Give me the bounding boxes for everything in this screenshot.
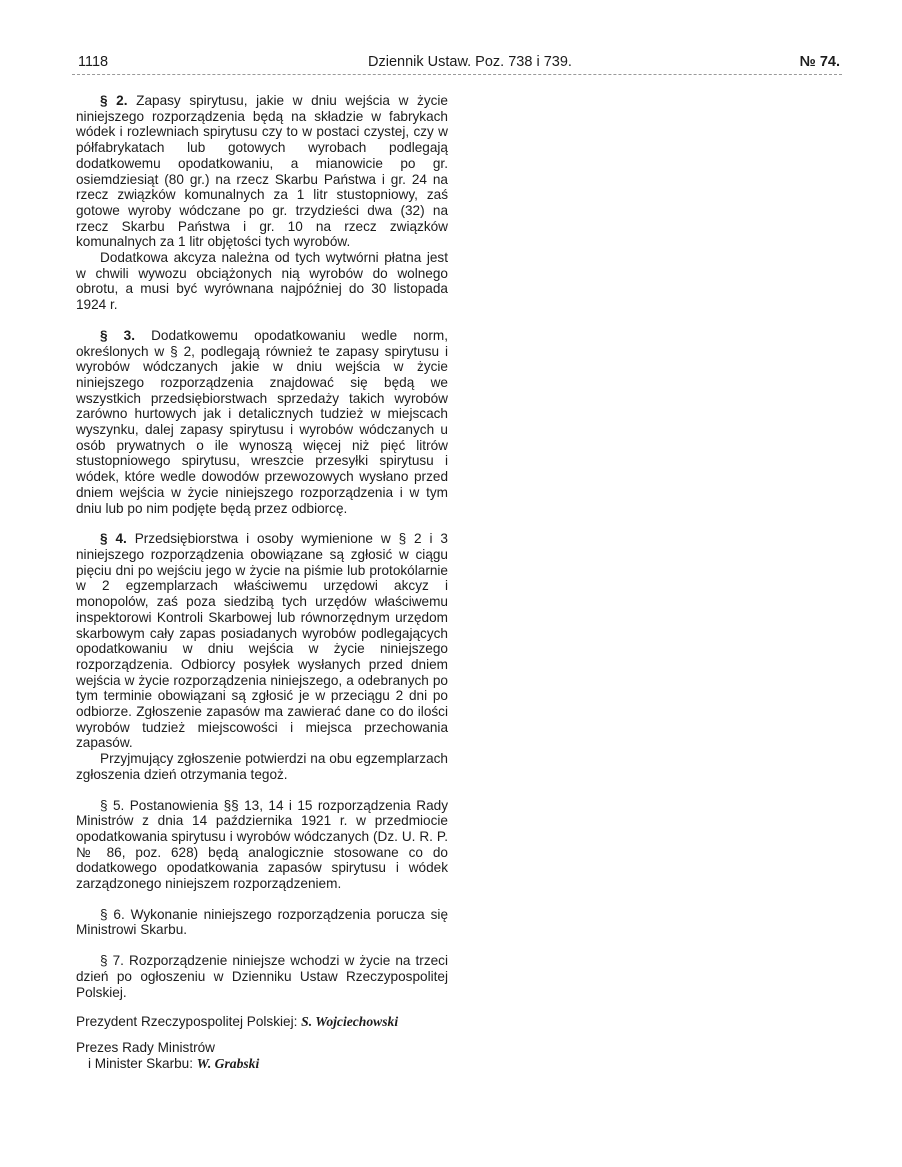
section-2-paragraph: [76, 93, 448, 250]
section-text: Przedsiębiorstwa i osoby wymienione w § 2 i 3 niniejszego rozporządzenia obowiązane są zgłosić w ciągu pięciu dni po wejściu jego w życie na piśmie lub protokólarnie w 2 egzemplarzach właściwemu urzędowi akcyz i monopolów, zaś poza siedzibą tych urzędów właściwemu inspektorowi Kontroli Skarbowej lub równorzędnym urzędom skarbowym cały zapas posiadanych wyrobów podlegających opodatkowaniu w dniu wejścia w życie niniejszego rozporządzenia. Odbiorcy posyłek wysłanych przed dniem wejścia w życie rozporządzenia niniejszego, a odebranych po tym terminie obowiązani są zgłosić je w przeciągu 2 dni po odbiorze. Zgłoszenie zapasów ma zawierać dane co do ilości wyrobów tudzież miejscowości i miejsca przechowania zapasów.: [76, 531, 448, 751]
section-4-paragraph: [76, 531, 448, 751]
section-text: Zapasy spirytusu, jakie w dniu wejścia w życie niniejszego rozporządzenia będą na składzie w fabrykach wódek i rozlewniach spirytusu czy to w postaci czystej, czy w półfabrykatach lub gotowych wyrobach podlegają dodatkowemu opodatkowaniu, a mianowicie po gr. osiemdziesiąt (80 gr.) na rzecz Skarbu Państwa i gr. 24 na rzecz związków komunalnych za 1 litr stustopniowy, zaś gotowe wyroby wódczane po gr. trzydzieści dwa (32) na rzecz Skarbu Państwa i gr. 10 na rzecz związków komunalnych za 1 litr objętości tych wyrobów.: [76, 93, 448, 250]
journal-title: Dziennik Ustaw. Poz. 738 i 739.: [368, 54, 572, 70]
section-3-paragraph: [76, 328, 448, 516]
section-text: Rozporządzenie niniejsze wchodzi w życie na trzeci dzień po ogłoszeniu w Dzienniku Ustaw Rzeczypospolitej Polskiej.: [76, 953, 448, 1000]
issue-number: № 74.: [799, 54, 840, 70]
premier-title-line2-wrap: [76, 1056, 448, 1072]
section-7-paragraph: [76, 953, 448, 1000]
page-header: [68, 54, 840, 72]
premier-title-line1: Prezes Rady Ministrów: [76, 1039, 215, 1055]
section-4-continuation: [76, 751, 448, 782]
section-text: Wykonanie niniejszego rozporządzenia porucza się Ministrowi Skarbu.: [76, 906, 449, 938]
document-body: [76, 93, 448, 1071]
section-mark: § 2.: [100, 93, 128, 108]
president-name: S. Wojciechowski: [301, 1014, 399, 1030]
section-5-paragraph: [76, 798, 448, 892]
page-number: 1118: [78, 54, 109, 70]
premier-title-line2: i Minister Skarbu:: [88, 1055, 194, 1071]
section-text: Dodatkowa akcyza należna od tych wytwórni płatna jest w chwili wywozu obciążonych nią wyrobów do wolnego obrotu, a musi być wyrównana najpóźniej do 30 listopada 1924 r.: [76, 250, 448, 313]
header-divider: [72, 74, 842, 76]
premier-signature: [76, 1040, 448, 1071]
premier-name: W. Grabski: [196, 1055, 260, 1071]
section-mark: § 5.: [100, 797, 125, 813]
president-signature: [76, 1014, 448, 1030]
section-mark: § 3.: [100, 327, 135, 343]
section-6-paragraph: [76, 907, 448, 938]
section-mark: § 7.: [100, 953, 124, 969]
section-text: Dodatkowemu opodatkowaniu wedle norm, określonych w § 2, podlegają również te zapasy spirytusu i wyrobów wódczanych jakie w dniu wejścia w życie niniejszego rozporządzenia znajdować się będą we wszystkich przedsiębiorstwach sprzedaży takich wyrobów zarówno hurtowych jak i detalicznych tudzież w miejscach wyszynku, dalej zapasy spirytusu i wyrobów wódczanych u osób prywatnych o ile wynoszą więcej niż pięć litrów stustopniowego spirytusu, wreszcie przesyłki spirytusu i wódek, które wedle dowodów przewozowych wysłano przed dniem wejścia w życie niniejszego rozporządzenia i w tym dniu lub po nim podjęte będą przez odbiorcę.: [76, 327, 448, 516]
president-title: Prezydent Rzeczypospolitej Polskiej:: [76, 1014, 298, 1030]
section-text: Przyjmujący zgłoszenie potwierdzi na obu egzemplarzach zgłoszenia dzień otrzymania tegoż.: [76, 751, 448, 782]
section-mark: § 6.: [100, 906, 125, 922]
section-mark: § 4.: [100, 531, 127, 547]
section-2-continuation: [76, 250, 448, 313]
section-text: Postanowienia §§ 13, 14 i 15 rozporządzenia Rady Ministrów z dnia 14 października 1921 r. w przedmiocie opodatkowania spirytusu i wyrobów wódczanych (Dz. U. R. P. № 86, poz. 628) będą analogicznie stosowane co do dodatkowego opodatkowania zapasów spirytusu i wódek zarządzonego niniejszem rozporządzeniem.: [76, 797, 448, 892]
